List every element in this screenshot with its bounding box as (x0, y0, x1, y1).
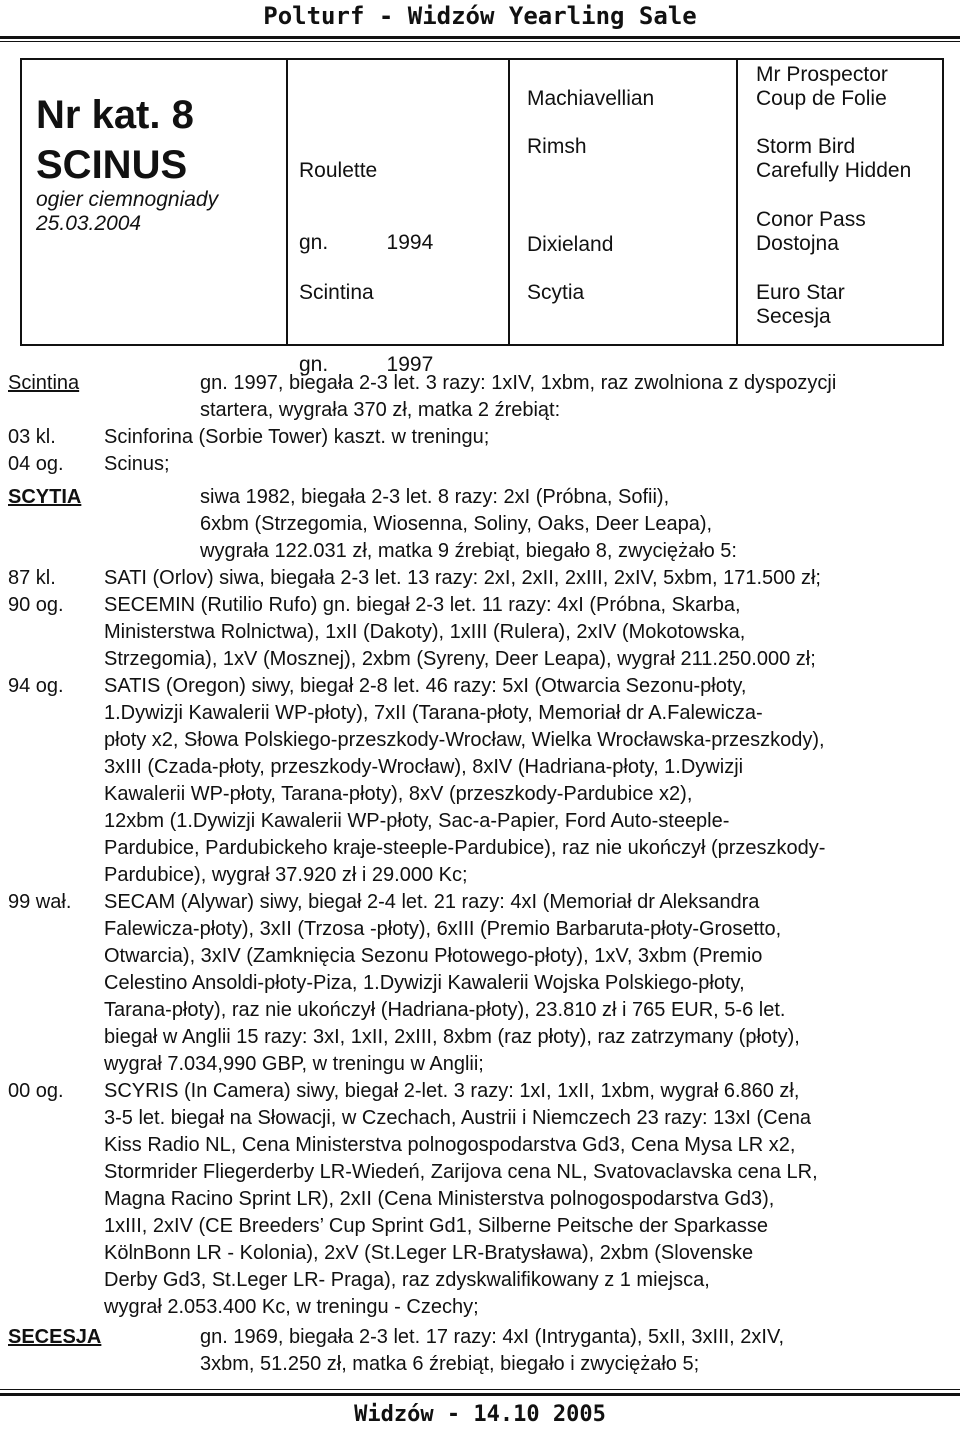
horse-color: ogier ciemnogniady (36, 188, 219, 211)
foal-entry (104, 673, 954, 889)
dam-detail: gn. 1997 (299, 353, 434, 376)
foal-line: Derby Gd3, St.Leger LR- Praga), raz zdyskwalifikowany z 1 miejsca, (104, 1269, 710, 1291)
foal-line: Ministerstwa Rolnictwa), 1xII (Dakoty), 1xIII (Rulera), 2xIV (Mokotowska, (104, 621, 746, 643)
dam-entry-label: Scintina (8, 372, 80, 394)
footer-rule (0, 1393, 960, 1396)
horse-birth-date: 25.03.2004 (36, 212, 142, 235)
foal-line: SATIS (Oregon) siwy, biegał 2-8 let. 46 razy: 5xI (Otwarcia Sezonu-płoty, (104, 675, 747, 697)
foal-line: SECEMIN (Rutilio Rufo) gn. biegał 2-3 let. 11 razy: 4xI (Próbna, Skarba, (104, 594, 741, 616)
page-header (0, 0, 960, 38)
granddam-entry-text (200, 484, 960, 565)
foal-line: Tarana-płoty), raz nie ukończył (Hadriana-płoty), 23.810 zł i 765 EUR, 5-6 let. (104, 999, 786, 1021)
gen2-2: Rimsh (527, 135, 587, 158)
dam-entry-line: gn. 1997, biegała 2-3 let. 3 razy: 1xIV, 1xbm, raz zwolniona z dyspozycji (200, 372, 837, 394)
foal-line: SECAM (Alywar) siwy, biegał 2-4 let. 21 razy: 4xI (Memoriał dr Aleksandra (104, 891, 760, 913)
foal-year: 04 og. (8, 453, 64, 475)
foal-line: 12xbm (1.Dywizji Kawalerii WP-płoty, Sac-a-Papier, Ford Auto-steeple- (104, 810, 730, 832)
foal-year: 99 wał. (8, 891, 72, 913)
foal-line: 3xIII (Czada-płoty, przeszkody-Wrocław), 8xIV (Hadriana-płoty, 1.Dywizji (104, 756, 744, 778)
granddam-line: wygrała 122.031 zł, matka 9 źrebiąt, biegało 8, zwyciężało 5: (200, 540, 737, 562)
foal-entry (104, 592, 954, 673)
foal-entry (104, 565, 954, 592)
granddam-line: siwa 1982, biegała 2-3 let. 8 razy: 2xI (Próbna, Sofii), (200, 486, 670, 508)
granddam-entry-label: SCYTIA (8, 486, 82, 508)
gen2-1: Machiavellian (527, 87, 655, 110)
foal-line: Kiss Radio NL, Cena Ministerstva polnogospodarstva Gd3, Cena Mysa LR x2, (104, 1134, 796, 1156)
foal-line: SATI (Orlov) siwa, biegała 2-3 let. 13 razy: 2xI, 2xII, 2xIII, 2xIV, 5xbm, 171.500 zł; (104, 567, 821, 589)
foal-line: Otwarcia), 3xIV (Zamknięcia Sezonu Płotowego-płoty), 1xV, 3xbm (Premio (104, 945, 763, 967)
gen2-4: Scytia (527, 281, 585, 304)
foal-line: Stormrider Fliegerderby LR-Wiedeń, Zarijova cena NL, Svatovaclavska cena LR, (104, 1161, 818, 1183)
foal-line: Falewicza-płoty), 3xII (Trzosa -płoty), 6xIII (Premio Barbaruta-płoty-Grosetto, (104, 918, 782, 940)
foal-line: Pardubice), wygrał 37.920 zł i 29.000 Kc; (104, 864, 468, 886)
dam-name: Scintina (299, 281, 374, 304)
footer-rule-thin (0, 1389, 960, 1390)
third-dam-entry-label: SECESJA (8, 1326, 102, 1348)
foal-line: Magna Racino Sprint LR), 2xII (Cena Ministerstva polnogospodarstva Gd3), (104, 1188, 775, 1210)
foal-entry (104, 889, 954, 1078)
foal-line: 3-5 let. biegał na Słowacji, w Czechach, Austrii i Niemczech 23 razy: 13xI (Cena (104, 1107, 811, 1129)
third-dam-line: 3xbm, 51.250 zł, matka 6 źrebiąt, biegało i zwyciężało 5; (200, 1353, 700, 1375)
catalog-number: Nr kat. 8 (36, 93, 194, 137)
gen3-7: Euro Star (756, 281, 845, 304)
foal-entry: Scinus; (104, 453, 170, 475)
foal-line: Celestino Ansoldi-płoty-Piza, 1.Dywizji Kawalerii Wojska Polskiego-płoty, (104, 972, 745, 994)
dam-entry-text (200, 370, 960, 424)
pedigree-divider-2 (508, 60, 510, 344)
gen3-5: Conor Pass (756, 208, 866, 231)
gen3-1: Mr Prospector (756, 63, 888, 86)
horse-header (36, 95, 194, 185)
foal-year: 00 og. (8, 1080, 64, 1102)
foal-year: 03 kl. (8, 426, 56, 448)
foal-entry: Scinforina (Sorbie Tower) kaszt. w treningu; (104, 426, 490, 448)
foal-line: Strzegomia), 1xV (Mosznej), 2xbm (Syreny, Deer Leapa), wygrał 211.250.000 zł; (104, 648, 816, 670)
foal-year: 87 kl. (8, 567, 56, 589)
footer-text: Widzów - 14.10 2005 (354, 1402, 606, 1427)
header-title: Polturf - Widzów Yearling Sale (263, 2, 697, 30)
foal-line: Kawalerii WP-płoty, Tarana-płoty), 8xV (przeszkody-Pardubice x2), (104, 783, 693, 805)
gen3-4: Carefully Hidden (756, 159, 912, 182)
gen3-8: Secesja (756, 305, 831, 328)
horse-name: SCINUS (36, 143, 188, 187)
foal-line: wygrał 2.053.400 Kc, w treningu - Czechy; (104, 1296, 479, 1318)
gen3-2: Coup de Folie (756, 87, 887, 110)
horse-description (36, 188, 218, 236)
gen3-6: Dostojna (756, 232, 839, 255)
header-rule-thin (0, 41, 960, 42)
foal-entry (104, 1078, 954, 1321)
foal-line: 1xIII, 2xIV (CE Breeders’ Cup Sprint Gd1, Silberne Peitsche der Sparkasse (104, 1215, 769, 1237)
page-footer (0, 1400, 960, 1430)
sire-detail: gn. 1994 (299, 231, 434, 254)
pedigree-divider-1 (286, 60, 288, 344)
gen3-3: Storm Bird (756, 135, 856, 158)
foal-line: SCYRIS (In Camera) siwy, biegał 2-let. 3 razy: 1xI, 1xII, 1xbm, wygrał 6.860 zł, (104, 1080, 800, 1102)
third-dam-line: gn. 1969, biegała 2-3 let. 17 razy: 4xI (Intryganta), 5xII, 3xIII, 2xIV, (200, 1326, 785, 1348)
sire-name: Roulette (299, 159, 378, 182)
foal-line: KölnBonn LR - Kolonia), 2xV (St.Leger LR-Bratysława), 2xbm (Slovenske (104, 1242, 754, 1264)
granddam-line: 6xbm (Strzegomia, Wiosenna, Soliny, Oaks, Deer Leapa), (200, 513, 713, 535)
foal-line: biegał w Anglii 15 razy: 3xI, 1xII, 2xIII, 8xbm (raz płoty), raz zatrzymany (płoty), (104, 1026, 800, 1048)
foal-year: 94 og. (8, 675, 64, 697)
foal-line: Pardubice, Pardubickeho kraje-steeple-Pardubice), raz nie ukończył (przeszkody- (104, 837, 826, 859)
third-dam-entry-text (200, 1324, 960, 1378)
header-rule (0, 36, 960, 39)
gen2-3: Dixieland (527, 233, 614, 256)
foal-year: 90 og. (8, 594, 64, 616)
foal-line: 1.Dywizji Kawalerii WP-płoty), 7xII (Tarana-płoty, Memoriał dr A.Falewicza- (104, 702, 763, 724)
foal-line: płoty x2, Słowa Polskiego-przeszkody-Wrocław, Wielka Wrocławska-przeszkody), (104, 729, 825, 751)
pedigree-divider-3 (736, 60, 738, 344)
foal-line: wygrał 7.034,990 GBP, w treningu w Anglii; (104, 1053, 484, 1075)
dam-entry-line: startera, wygrała 370 zł, matka 2 źrebiąt: (200, 399, 561, 421)
